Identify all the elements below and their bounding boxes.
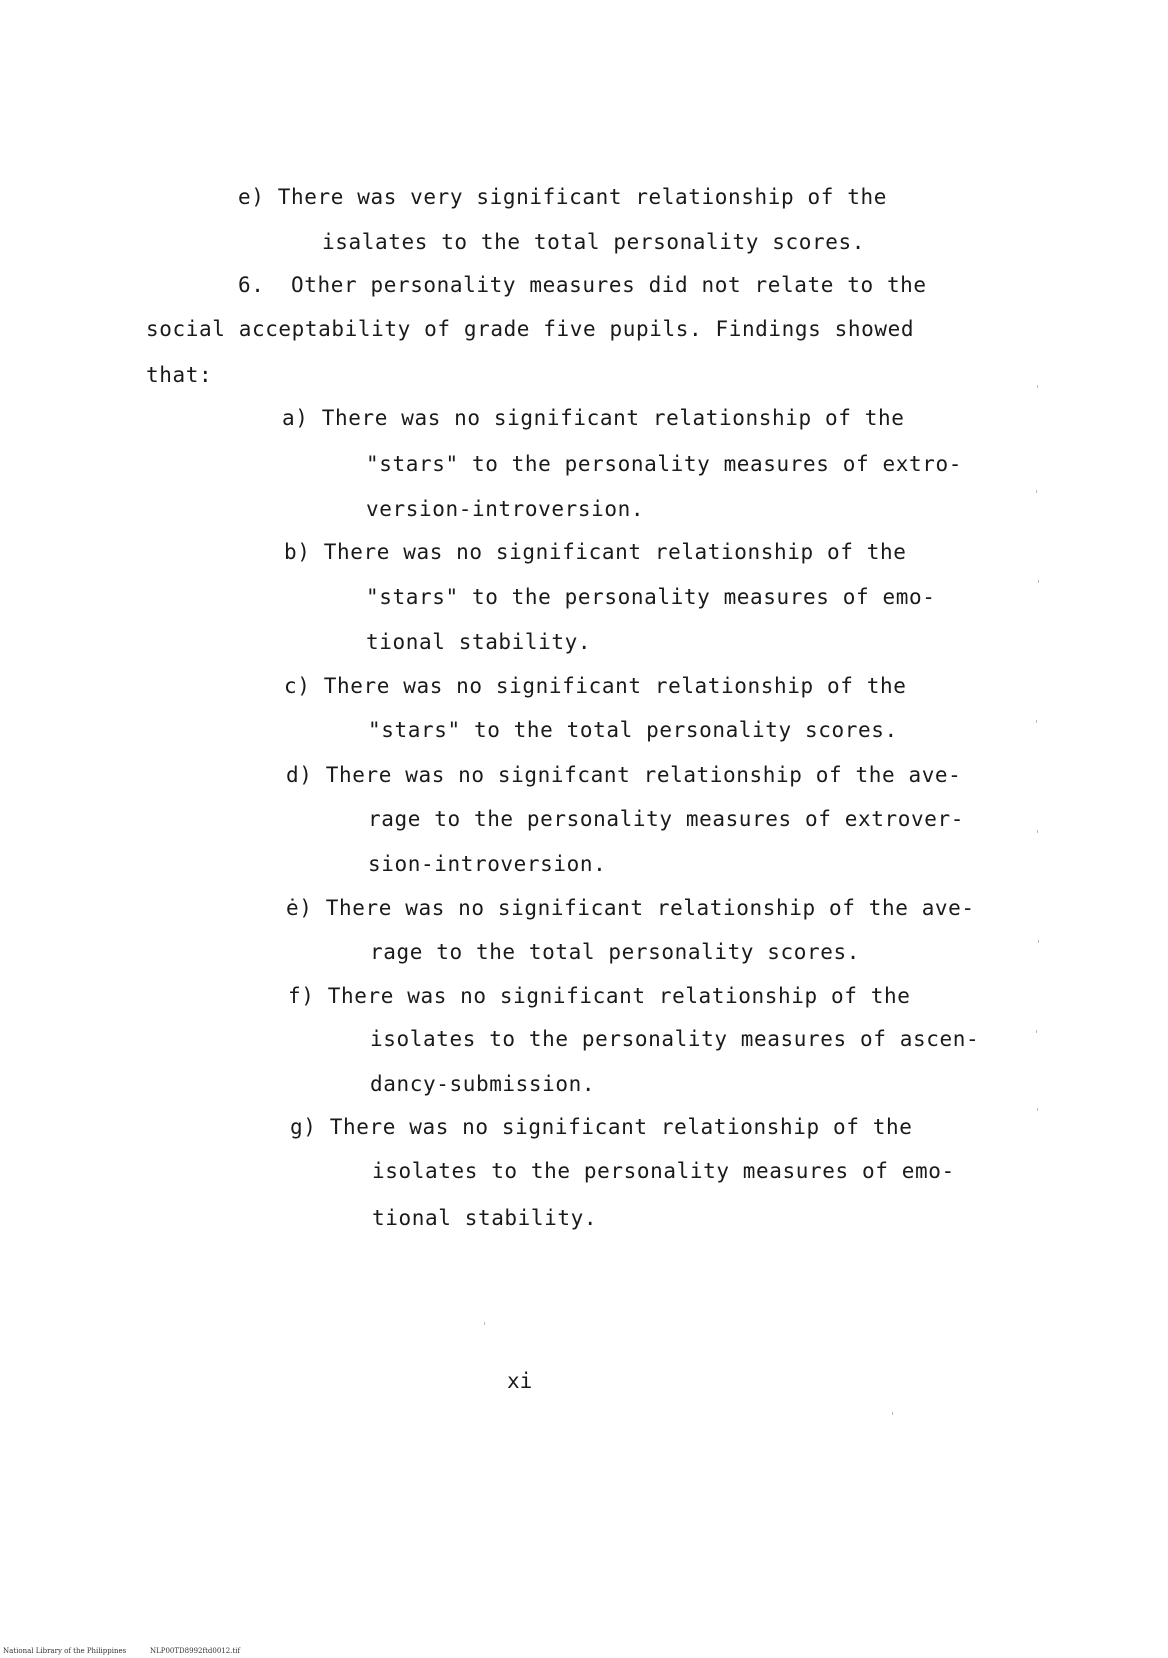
scan-speck [1038,580,1039,583]
item-6-line1: 6. Other personality measures did not relate to the [238,273,927,297]
item-e-line2: isalates to the total personality scores. [322,230,865,254]
footer-library: National Library of the Philippines [3,1647,127,1655]
finding-a-line2: "stars" to the personality measures of extro- [366,452,962,476]
finding-d-line2: rage to the personality measures of extrover- [368,807,964,831]
finding-b-line3: tional stability. [366,630,592,654]
scan-speck [1036,490,1037,493]
finding-b-line2: "stars" to the personality measures of emo- [366,585,936,609]
finding-e-line1: ė) There was no significant relationship of the ave- [286,896,975,920]
scan-speck [892,1412,893,1415]
finding-c-line1: c) There was no significant relationship of the [284,674,907,698]
footer-file-id: NLP00TD8992ftd0012.tif [150,1647,241,1655]
scan-speck [484,1322,485,1325]
finding-d-line3: sion-introversion. [368,852,607,876]
scan-speck [1037,385,1038,388]
finding-f-line1: f) There was no significant relationship of the [288,984,911,1008]
finding-c-line2: "stars" to the total personality scores. [368,718,898,742]
finding-a-line1: a) There was no significant relationship of the [282,406,905,430]
finding-g-line2: isolates to the personality measures of emo- [372,1159,955,1183]
item-6-line2: social acceptability of grade five pupils. Findings showed [146,317,915,341]
finding-g-line1: g) There was no significant relationship of the [290,1115,913,1139]
scan-speck [1037,830,1038,833]
finding-a-line3: version-introversion. [366,497,645,521]
scan-speck [1036,1030,1037,1033]
finding-b-line1: b) There was no significant relationship of the [284,540,907,564]
scan-speck [1037,1108,1038,1111]
scan-speck [1038,940,1039,943]
item-6-line3: that: [146,363,213,387]
item-e-line1: e) There was very significant relationship of the [238,185,887,209]
finding-e-line2: rage to the total personality scores. [370,940,860,964]
finding-d-line1: d) There was no signifcant relationship of the ave- [286,763,962,787]
finding-f-line3: dancy-submission. [370,1072,596,1096]
finding-f-line2: isolates to the personality measures of ascen- [370,1027,980,1051]
finding-g-line3: tional stability. [372,1206,598,1230]
scan-speck [1036,720,1037,723]
page-number: xi [507,1369,533,1393]
